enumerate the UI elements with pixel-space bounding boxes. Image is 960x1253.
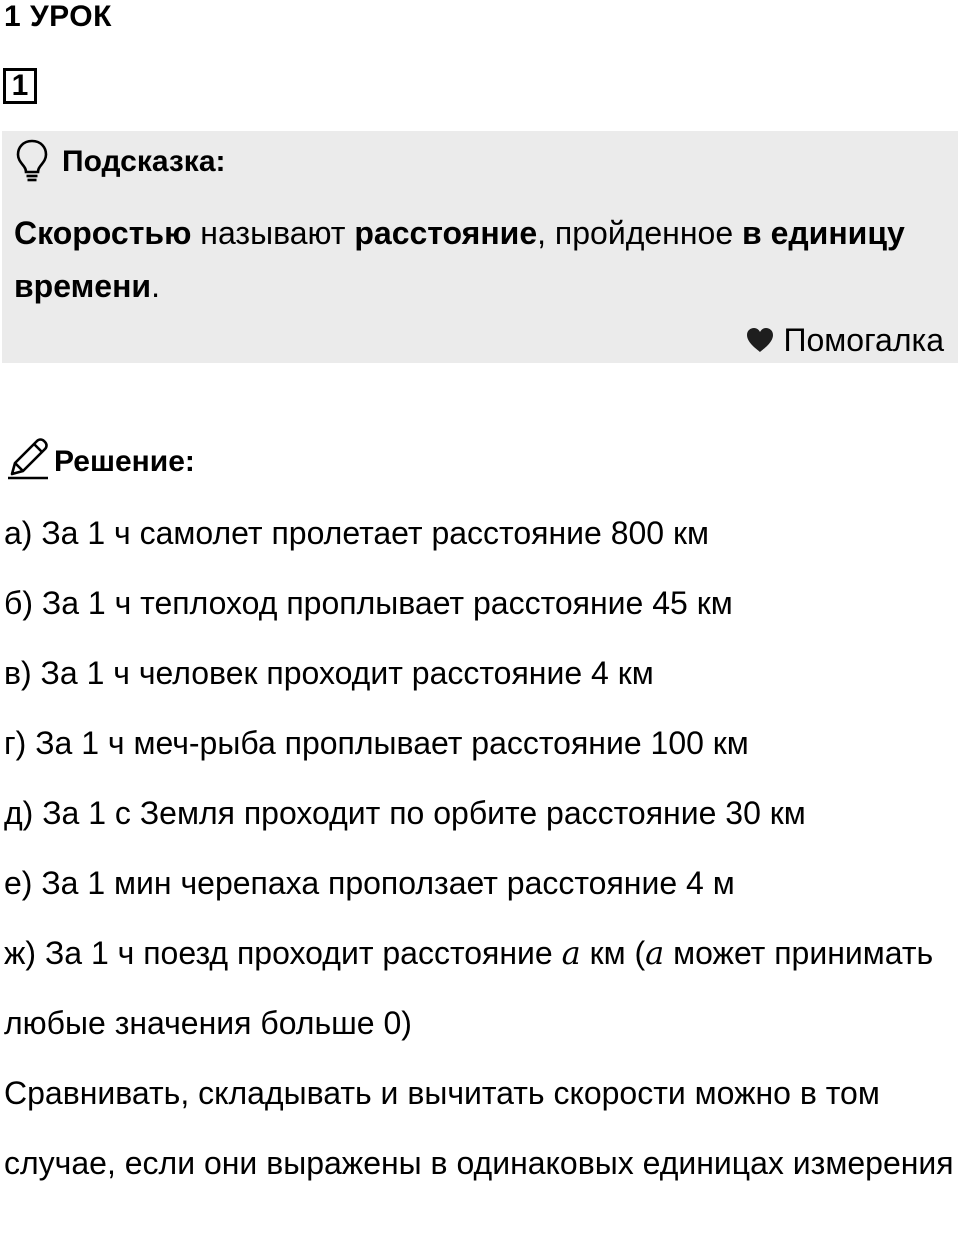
- lesson-title: 1 УРОК: [4, 0, 112, 33]
- credit: [745, 320, 944, 360]
- item-text: км (: [580, 935, 646, 971]
- solution-list: [4, 498, 954, 1058]
- hint-text-part: называют: [191, 215, 355, 251]
- hint-title: Подсказка:: [62, 145, 226, 178]
- list-item: [4, 918, 954, 1058]
- hint-text-part: .: [151, 268, 160, 304]
- hint-definition: [14, 207, 914, 313]
- hint-term-unit-time: в единицу времени: [14, 215, 905, 304]
- list-item: б) За 1 ч теплоход проплывает расстояние 45 км: [4, 585, 733, 621]
- credit-label: Помогалка: [783, 322, 944, 358]
- list-item: а) За 1 ч самолет пролетает расстояние 800 км: [4, 515, 709, 551]
- solution-title: Решение:: [54, 445, 195, 478]
- pencil-icon: [6, 436, 50, 480]
- list-item: д) За 1 с Земля проходит по орбите расстояние 30 км: [4, 795, 806, 831]
- math-variable: a: [645, 934, 665, 972]
- item-text: может принимать любые значения больше 0): [4, 935, 934, 1041]
- hint-term-distance: расстояние: [354, 215, 538, 251]
- list-item: г) За 1 ч меч-рыба проплывает расстояние 100 км: [4, 725, 749, 761]
- math-variable: a: [561, 934, 581, 972]
- heart-icon: [745, 326, 775, 354]
- conclusion-text: Сравнивать, складывать и вычитать скорости можно в том случае, если они выражены в одинаковых единицах измерения: [4, 1075, 954, 1181]
- list-item: в) За 1 ч человек проходит расстояние 4 км: [4, 655, 654, 691]
- task-number: 1: [3, 68, 37, 104]
- hint-text-part: , пройденное: [537, 215, 742, 251]
- item-text: ж) За 1 ч поезд проходит расстояние: [4, 935, 562, 971]
- list-item: е) За 1 мин черепаха проползает расстояние 4 м: [4, 865, 735, 901]
- hint-term-speed: Скоростью: [14, 215, 192, 251]
- lightbulb-icon: [14, 138, 50, 184]
